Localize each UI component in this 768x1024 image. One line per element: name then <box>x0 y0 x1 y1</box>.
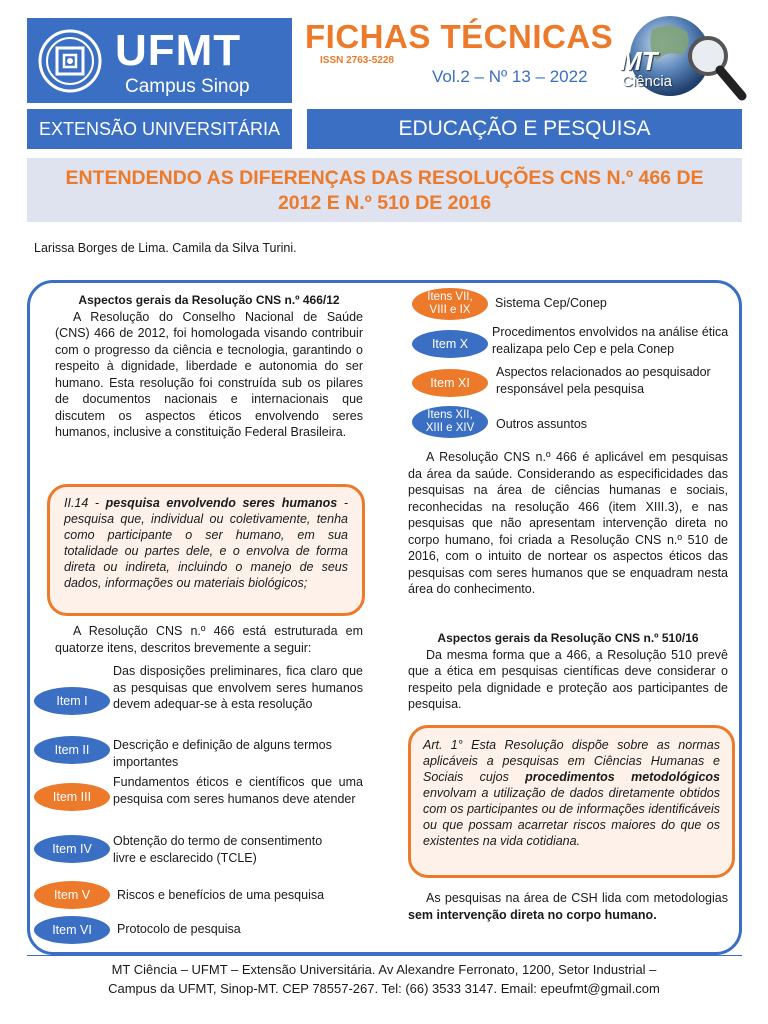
logo-name: UFMT <box>115 26 242 75</box>
item-badge-6: Item VI <box>34 916 110 944</box>
logo-campus: Campus Sinop <box>125 76 250 97</box>
section-heading-510: Aspectos gerais da Resolução CNS n.º 510/16 <box>437 631 699 645</box>
paragraph-466: A Resolução do Conselho Nacional de Saúde (CNS) 466 de 2012, foi homologada visando contribuir com o progresso da ciência e tecnologia, garantindo o respeito à dignidade, liberdade e autonomia do ser humano. Esta resolução foi construída sub os pilares de documentos nacionais e internacionais que discutem os aspectos éticos envolvendo seres humanos, inclusive a constituição Federal Brasileira. <box>55 309 363 439</box>
footer-line1: MT Ciência – UFMT – Extensão Universitária. Av Alexandre Ferronato, 1200, Setor Industrial – <box>111 962 657 977</box>
item-desc-9: Aspectos relacionados ao pesquisador responsável pela pesquisa <box>496 365 711 396</box>
item-badge-4: Item IV <box>34 835 110 863</box>
item-badge-1: Item I <box>34 687 110 715</box>
mt-ciencia-logo <box>612 10 752 106</box>
item-desc-8: Procedimentos envolvidos na análise ética realizapa pelo Cep e pela Conep <box>492 325 729 356</box>
mt-logo-text: MT <box>620 46 658 76</box>
item-badge-9: Item XI <box>412 369 488 397</box>
quote-box-466 <box>47 484 365 616</box>
issn-label: ISSN 2763-5228 <box>320 55 394 66</box>
footer-line2: Campus da UFMT, Sinop-MT. CEP 78557-267. Tel: (66) 3533 3147. Email: epeufmt@gmail.com <box>108 981 660 996</box>
item-desc-10: Outros assuntos <box>496 417 588 431</box>
quote-bold: pesquisa envolvendo seres humanos <box>105 496 338 510</box>
item-desc-6: Protocolo de pesquisa <box>117 922 241 936</box>
item-badge-10: Itens XII, XIII e XIV <box>412 406 488 438</box>
volume-label: Vol.2 – Nº 13 – 2022 <box>432 67 588 86</box>
quote-box-510 <box>408 725 735 878</box>
item-desc-5: Riscos e benefícios de uma pesquisa <box>117 888 325 902</box>
quote-lead-510: Art. 1° Esta Resolução dispõe sobre as normas aplicáveis a pesquisas em Ciências Humanas e Sociais cujos <box>423 738 720 784</box>
item-desc-7: Sistema Cep/Conep <box>495 296 607 310</box>
publication-title: FICHAS TÉCNICAS <box>305 18 614 55</box>
quote-rest-510: envolvam a utilização de dados diretamente obtidos com os participantes ou de informações identificáveis ou que possam acarretar riscos maiores do que os existentes na vida cotidiana. <box>423 786 720 848</box>
paragraph-510: Da mesma forma que a 466, a Resolução 510 prevê que a ética em pesquisas científicas deve considerar o respeito pela dignidade e proteção aos participantes de pesquisa. <box>408 647 728 711</box>
closing-bold: sem intervenção direta no corpo humano. <box>408 907 657 922</box>
structure-intro <box>55 623 363 656</box>
quote-bold-510: procedimentos metodológicos <box>525 770 720 784</box>
paragraph-structure: A Resolução CNS n.º 466 está estruturada em quatorze itens, descritos brevemente a seguir: <box>55 624 363 655</box>
quote-rest: - pesquisa que, individual ou coletivamente, tenha como participante o ser humano, em sua totalidade ou partes dele, e o envolva de forma direta ou indireta, incluindo o manejo de seus dados, informações ou materiais biológicos; <box>64 496 348 590</box>
left-column <box>55 292 363 441</box>
item-badge-5: Item V <box>34 881 110 909</box>
footer <box>34 960 734 998</box>
item-badge-3: Item III <box>34 783 110 811</box>
item-desc-2: Descrição e definição de alguns termos importantes <box>113 738 332 769</box>
paragraph-applicable: A Resolução CNS n.º 466 é aplicável em pesquisas da área da saúde. Considerando as especificidades das pesquisas na área de ciências humanas e sociais, reconhecidas na resolução 466 (item XIII.3), e nas pesquisas que não apresentam intervenção direta no corpo humano, foi criada a Resolução CNS n.º 510 de 2016, com o intuito de nortear os aspectos éticos das pesquisas com seres humanos que se enquadram nesta área do conhecimento. <box>408 450 728 596</box>
article-title-line1: ENTENDENDO AS DIFERENÇAS DAS RESOLUÇÕES CNS N.º 466 DE <box>65 167 704 189</box>
item-badge-8: Item X <box>412 330 488 358</box>
footer-divider <box>27 955 742 956</box>
article-title-line2: 2012 E N.º 510 DE 2016 <box>277 192 492 214</box>
item-badge-7: Itens VII, VIII e IX <box>412 288 488 320</box>
section-heading-466: Aspectos gerais da Resolução CNS n.º 466/12 <box>78 293 340 307</box>
closing-lead: As pesquisas na área de CSH lida com metodologias <box>426 891 728 905</box>
article-title <box>27 158 742 222</box>
ufmt-emblem-icon <box>37 28 103 94</box>
paragraph-closing <box>408 890 728 923</box>
item-desc-4: Obtenção do termo de consentimento livre e esclarecido (TCLE) <box>113 834 323 865</box>
item-desc-3: Fundamentos éticos e científicos que uma pesquisa com seres humanos deve atender <box>113 775 363 806</box>
right-column-510 <box>408 630 728 713</box>
right-column-closing <box>408 890 728 923</box>
item-desc-1: Das disposições preliminares, fica claro que as pesquisas que envolvem seres humanos devem adequar-se à esta resolução <box>113 664 363 711</box>
ufmt-logo <box>27 18 292 103</box>
extension-banner: EXTENSÃO UNIVERSITÁRIA <box>27 109 292 149</box>
mt-logo-subtext: Ciência <box>622 73 673 90</box>
right-column-applicable <box>408 449 728 598</box>
item-badge-2: Item II <box>34 736 110 764</box>
section-banner: EDUCAÇÃO E PESQUISA <box>307 109 742 149</box>
authors: Larissa Borges de Lima. Camila da Silva Turini. <box>34 241 297 255</box>
quote-lead: II.14 - <box>64 496 106 510</box>
